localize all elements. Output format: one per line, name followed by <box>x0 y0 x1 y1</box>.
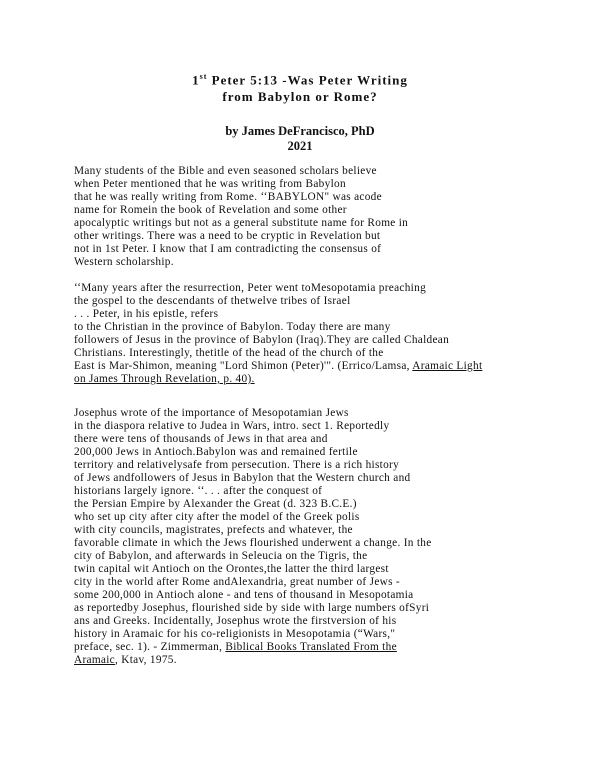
para1-line: other writings. There was a need to be cryptic in Revelation but <box>74 230 381 242</box>
para3-line: as reportedby Josephus, flourished side by side with large numbers ofSyri <box>74 602 430 614</box>
para3-line: 200,000 Jews in Antioch.Babylon was and remained fertile <box>74 446 358 458</box>
title-superscript: st <box>199 72 208 81</box>
para2-line: the gospel to the descendants of thetwelve tribes of Israel <box>74 295 351 307</box>
para3-line: favorable climate in which the Jews flourished underwent a change. In the <box>74 537 432 549</box>
document-title-line-1 <box>0 72 600 88</box>
para3-line: twin capital wit Antioch on the Orontes,the latter the third largest <box>74 563 389 575</box>
para1-line: that he was really writing from Rome. ‘‘BABYLON" was acode <box>74 191 382 203</box>
para1-line: Western scholarship. <box>74 256 174 268</box>
para3-line: in the diaspora relative to Judea in Wars, intro. sect 1. Reportedly <box>74 420 390 432</box>
para2-line: . . . Peter, in his epistle, refers <box>74 308 219 320</box>
book-reference-link: Aramaic <box>74 654 115 666</box>
para2-line: to the Christian in the province of Babylon. Today there are many <box>74 321 391 333</box>
para3-line: there were tens of thousands of Jews in that area and <box>74 433 328 445</box>
para3-text: preface, sec. 1). - Zimmerman, <box>74 641 226 653</box>
para3-line: Josephus wrote of the importance of Mesopotamian Jews <box>74 407 349 419</box>
title-text-1: Peter 5:13 -Was Peter Writing <box>211 72 408 88</box>
para3-line: the Persian Empire by Alexander the Great (d. 323 B.C.E.) <box>74 498 357 510</box>
author-line: by James DeFrancisco, PhD <box>225 124 375 138</box>
para1-line: when Peter mentioned that he was writing from Babylon <box>74 178 346 190</box>
book-reference-link: on James Through Revelation, p. 40). <box>74 373 255 385</box>
para2-line: followers of Jesus in the province of Babylon (Iraq).They are called Chaldean <box>74 334 450 346</box>
para2-text: East is Mar-Shimon, meaning "Lord Shimon (Peter)'". (Errico/Lamsa, <box>74 360 413 372</box>
para3-line: territory and relativelysafe from persecution. There is a rich history <box>74 459 400 471</box>
book-reference-link: Aramaic Light <box>412 360 483 372</box>
para3-text: , Ktav, 1975. <box>115 654 177 666</box>
para1-line: apocalyptic writings but not as a general substitute name for Rome in <box>74 217 409 229</box>
para3-line: ans and Greeks. Incidentally, Josephus wrote the firstversion of his <box>74 615 397 627</box>
para1-line: Many students of the Bible and even seasoned scholars believe <box>74 165 377 177</box>
para2-line <box>74 360 534 373</box>
book-reference-link: Biblical Books Translated From the <box>225 641 397 653</box>
para3-line: some 200,000 in Antioch alone - and tens of thousand in Mesopotamia <box>74 589 414 601</box>
para3-line <box>74 654 534 667</box>
para2-line: ‘‘Many years after the resurrection, Peter went toMesopotamia preaching <box>74 282 427 294</box>
para3-line: of Jews andfollowers of Jesus in Babylon that the Western church and <box>74 472 411 484</box>
para1-line: not in 1st Peter. I know that I am contradicting the consensus of <box>74 243 382 255</box>
para3-line: history in Aramaic for his co-religionists in Mesopotamia (“Wars," <box>74 628 396 640</box>
para3-line <box>74 641 534 654</box>
para3-line: who set up city after city after the model of the Greek polis <box>74 511 360 523</box>
para3-line: with city councils, magistrates, prefects and whatever, the <box>74 524 353 536</box>
para3-line: city of Babylon, and afterwards in Seleucia on the Tigris, the <box>74 550 368 562</box>
para3-line: city in the world after Rome andAlexandria, great number of Jews - <box>74 576 400 588</box>
document-title-line-2: from Babylon or Rome? <box>222 89 378 104</box>
title-number: 1 <box>192 72 200 88</box>
para2-line <box>74 373 534 386</box>
year-line: 2021 <box>287 139 313 153</box>
para2-line: Christians. Interestingly, thetitle of the head of the church of the <box>74 347 384 359</box>
para1-line: name for Romein the book of Revelation and some other <box>74 204 347 216</box>
para3-line: historians largely ignore. ‘‘. . . after the conquest of <box>74 485 323 497</box>
